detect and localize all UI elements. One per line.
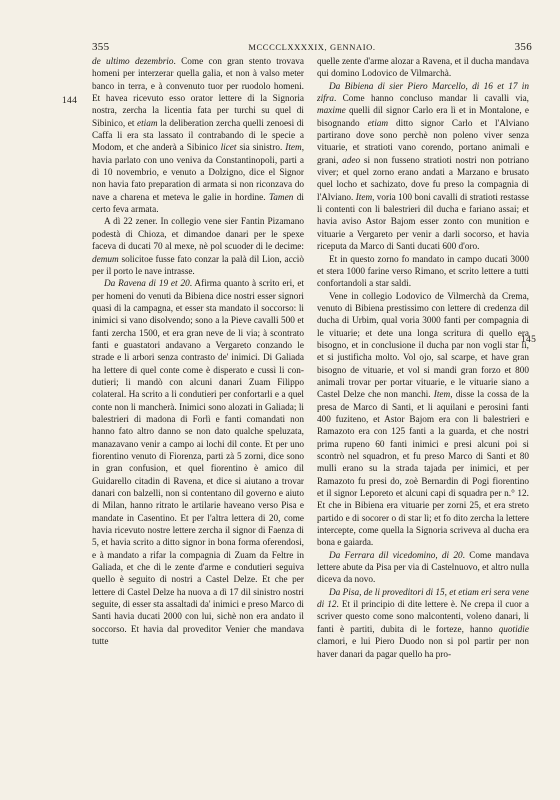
- paragraph: Da Bibiena di sier Piero Marcello, di 16 et 17 in zifra. Come hanno concluso mandar li cavalli via, maxime quelli dil signor Carlo era lì et in Montalone, e bisognando etiam ditto signor Carlo et l'Alviano partirano dove sono perchè non poleno viver senza vituarie, et stratioti vano corendo, portano animali e grani, adeo si non fusseno stratioti nostri non potriano viver; et quel zorno erano andati a Marzano e brusato quel locho et sachizato, dove fu preso la compagnia di l'Alviano. Item, voria 100 boni cavalli di stratioti restasse li contenti con li balestrieri dil ducha e fariano assai; et havia aviso Astor Bajom esser zonto con munition e vituarie a Vergareto per venir a darli socorso, et havia riceputa da Marco di Santi ducati 600 d'oro.: [317, 81, 529, 253]
- page-number-right: 356: [514, 41, 532, 53]
- paragraph: Da Ferrara dil vicedomino, di 20. Come mandava lettere abute da Pisa per via di Castelnuovo, et altro nulla diceva da novo.: [317, 550, 529, 586]
- page-number-left: 355: [92, 41, 110, 53]
- running-title: MCCCCLXXXXIX, GENNAIO.: [248, 42, 376, 52]
- paragraph: A dì 22 zener. In collegio vene sier Fantin Pizamano podestà di Chioza, et dimandoe danari per le spexe faceva di ducati 70 al mexe, nè pol scuoder di le decime: demum solicitoe fusse fato conzar la palà dil Lion, acciò per il porto le nave intrasse.: [92, 217, 304, 277]
- left-column: [92, 56, 304, 649]
- paragraph: Et in questo zorno fo mandato in campo ducati 3000 et stera 1000 farine verso Rimano, et scrito lettere a tutti confortandoli a star saldi.: [317, 254, 529, 290]
- paragraph: Vene in collegio Lodovico de Vilmerchà da Crema, venuto di Bibiena prestissimo con lettere di credenza dil ducha di Urbim, qual voria 3000 fanti per compagnia di le vituarie; et dete una longa scritura di quello era bisogno, et in conclusione il ducha par non vogli star lì, et si justificha molto. Vol ojo, sal scarpe, et have gran bisogno de vituarie, et vol si mandi gran forzo et 800 animali trovar per portar vituarie, e le vituarie siano a Castel Delze che non manchi. Item, disse la cossa de la presa de Marco di Santi, et li aquilani e perosini fanti 400 fuziteno, et Astor Bajom era con li balestrieri e Ramazoto era con 125 fanti a la guarda, et che nostri prima rupeno 60 fanti inimici e presi alcuni poi si scontrò nel squadron, et fu preso Marco di Santi et 80 mulli erano su la strada tajada per inimici, et per Ramazoto fu presi do, zoè Bernardin di Pogi fiorentino et il signor Leporeto et alcuni capi di squadra per n.° 12. Et che in Bibiena era vituarie per zorni 25, et era streto partido e di socorer o di star lì; et fo dito zercha la lettere intercepte, come quella la Signoria scriveva al ducha era bona e gaiarda.: [317, 291, 529, 549]
- running-header: [92, 41, 532, 55]
- right-column: [317, 56, 529, 661]
- paragraph: de ultimo dezembrio. Come con gran stento trovava homeni per interzerar quella galia, et non à valso meter banco in terra, e à convenuto tuor per ruodolo homeni. Et havea ricevuto esso orator lettere di la Signoria nostra, zercha la licentia fata per turchi su quel di Sibinico, et etiam la deliberation zercha quelli zenoesi di Caffa li era sta lassato il contrabando di le specie a Modom, et che anderà a Sibinico licet sia sinistro. Item, havia parlato con uno veniva da Constantinopoli, parti a dì 10 novembrio, e venuto a Dolzigno, dice el Signor non havia fato preparation di armata si non riconzava do nave a charena et meteva le galie in hordine. Tamen di certo feva armata.: [92, 57, 305, 216]
- paragraph: Da Pisa, de li proveditori di 15, et etiam eri sera vene di 12. Et il principio di dite lettere è. Ne crepa il cuor a scriver questo come sono malcontenti, voleno danari, li fanti è partiti, dubita di le forteze, hanno quotidie clamori, e lui Piero Duodo non si pol partir per non haver danari da pagar quello ha pro-: [317, 587, 529, 660]
- paragraph: quelle zente d'arme alozar a Ravena, et il ducha mandava qui domino Lodovico de Vilmarchà.: [317, 57, 529, 80]
- margin-note-right: 145: [521, 335, 537, 345]
- margin-note-left: 144: [62, 96, 78, 106]
- paragraph: Da Ravena di 19 et 20. Afirma quanto à scrito eri, et per homeni do venuti da Bibiena dice nostri esser signori quasi di la campagna, et esser sta mandato il soccorso: li inimici si vano disolvendo; sono a la Pieve cavalli 500 et fanti zercha 1500, et era gran neve de li via; à scontrato fanti e guastatori andavano a Vergareto conzando le strade e li arbori senza contrasto de' inimici. Di Galiada ha lettere di quel conte come è disperato e cussì li condutieri; li mandò con alcuni danari Zuam Filippo colateral. Ha scrito a li condutieri per confortarli e a quel conte non li mancherà. Inimici sono alozati in Galiada; li balestrieri di madona di Forlì e fanti comandati non hanno fato altro danno se non dato qualche speluzata, manazavano venir a campo ai lochi dil conte. Et per uno fiorentino venuto di Fiorenza, parti zà 5 zorni, dice sono in gran confusion, et quel fiorentino è amico dil Guidarello citadin di Ravena, et dice si aiutano a trovar danari con balzelli, non si contentano dil governo e aiuto di Milan, hanno ritrato le artilarie haveano verso Pisa e mandate in Casentino. Et per l'altra lettera di 20, come havia ricevuto nostre lettere zercha il signor di Faenza di 5, et havia scrito a ditto signor in bona forma oferendosi, e à mandato a rifar la compagnia di Zuam da Feltre in Galiada, et che di le zente d'arme e condutieri seguiva quello è seguito di nostri a Castel Delze. Et che per lettere di Castel Delze ha nuova a dì 17 dil sinistro nostri seguite, di esser sta assaltadi da' inimici e preso Marco di Santi havia ducati 2000 con lui, sichè non era andato il soccorso. Et havia dal proveditor Venier che mandava tutte: [92, 279, 304, 648]
